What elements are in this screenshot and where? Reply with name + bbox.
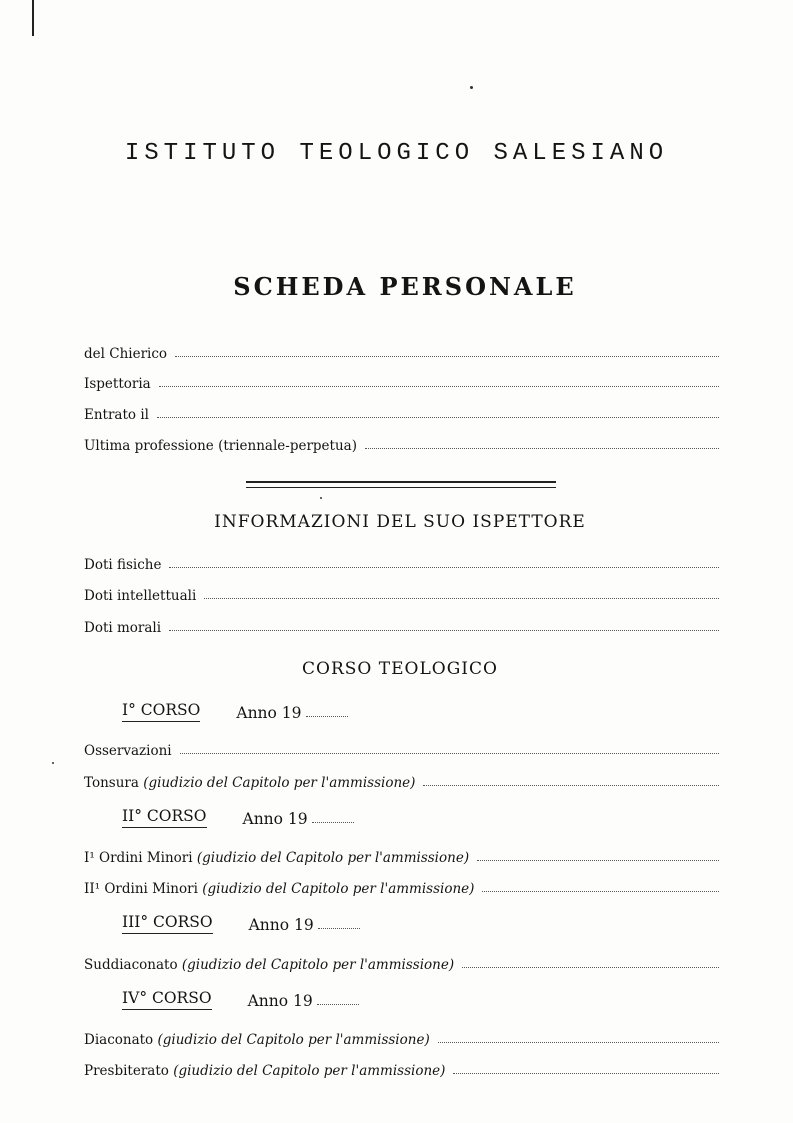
- course-name: III° CORSO: [122, 913, 213, 934]
- dotted-fill-line[interactable]: [204, 597, 719, 599]
- dotted-fill-line[interactable]: [438, 1041, 719, 1043]
- field-label: Osservazioni: [84, 743, 172, 759]
- course-1-header: [122, 700, 348, 722]
- field-label: Doti fisiche: [84, 557, 162, 573]
- field-label: I¹ Ordini Minori (giudizio del Capitolo per l'ammissione): [84, 850, 470, 866]
- dotted-fill-line[interactable]: [175, 355, 719, 357]
- scan-speck: [52, 762, 54, 764]
- field-entrato: [84, 401, 719, 423]
- dotted-fill-line[interactable]: [157, 416, 719, 418]
- field-label: Suddiaconato (giudizio del Capitolo per l'ammissione): [84, 957, 455, 973]
- field-label: Diaconato (giudizio del Capitolo per l'ammissione): [84, 1032, 430, 1048]
- field-presbiterato: [84, 1057, 719, 1079]
- field-note: (giudizio del Capitolo per l'ammissione): [143, 775, 416, 791]
- dotted-fill-line[interactable]: [169, 566, 719, 568]
- course-name: I° CORSO: [122, 701, 200, 722]
- form-title: SCHEDA PERSONALE: [233, 272, 577, 301]
- course-2-header: [122, 806, 354, 828]
- field-tonsura: [84, 769, 719, 791]
- year-fill-line[interactable]: [318, 928, 360, 929]
- dotted-fill-line[interactable]: [477, 859, 719, 861]
- field-label: Presbiterato (giudizio del Capitolo per l'ammissione): [84, 1063, 446, 1079]
- field-doti-intellettuali: [84, 582, 719, 604]
- course-4-header: [122, 988, 359, 1010]
- dotted-fill-line[interactable]: [462, 966, 719, 968]
- year-fill-line[interactable]: [312, 822, 354, 823]
- inspector-section-title: INFORMAZIONI DEL SUO ISPETTORE: [214, 512, 586, 532]
- year-fill-line[interactable]: [317, 1004, 359, 1005]
- field-note: (giudizio del Capitolo per l'ammissione): [181, 957, 455, 973]
- course-section-title: CORSO TEOLOGICO: [302, 659, 498, 679]
- field-note: (giudizio del Capitolo per l'ammissione): [157, 1032, 430, 1048]
- field-ordini-minori-2: [84, 875, 719, 897]
- field-label: Tonsura (giudizio del Capitolo per l'ammissione): [84, 775, 416, 791]
- dotted-fill-line[interactable]: [180, 752, 719, 754]
- field-note: (giudizio del Capitolo per l'ammissione): [196, 850, 470, 866]
- dotted-fill-line[interactable]: [423, 784, 719, 786]
- field-osservazioni: [84, 737, 719, 759]
- dotted-fill-line[interactable]: [159, 385, 719, 387]
- field-label: Ultima professione (triennale-perpetua): [84, 438, 357, 454]
- scan-speck: [470, 86, 473, 89]
- field-ordini-minori-1: [84, 844, 719, 866]
- field-label: II¹ Ordini Minori (giudizio del Capitolo per l'ammissione): [84, 881, 475, 897]
- field-doti-fisiche: [84, 551, 719, 573]
- field-doti-morali: [84, 614, 719, 636]
- field-note: (giudizio del Capitolo per l'ammissione): [173, 1063, 446, 1079]
- course-name: II° CORSO: [122, 807, 207, 828]
- institute-title: ISTITUTO TEOLOGICO SALESIANO: [124, 140, 669, 167]
- course-year-label: Anno 19: [247, 992, 313, 1010]
- field-chierico: [84, 340, 719, 362]
- field-label: del Chierico: [84, 346, 168, 362]
- dotted-fill-line[interactable]: [169, 629, 719, 631]
- field-note: (giudizio del Capitolo per l'ammissione): [202, 881, 475, 897]
- scan-speck: [320, 497, 322, 499]
- dotted-fill-line[interactable]: [482, 890, 719, 892]
- field-label: Doti morali: [84, 620, 162, 636]
- field-ultima-professione: [84, 432, 719, 454]
- field-label: Doti intellettuali: [84, 588, 197, 604]
- field-suddiaconato: [84, 951, 719, 973]
- field-label: Entrato il: [84, 407, 149, 423]
- dotted-fill-line[interactable]: [365, 447, 719, 449]
- dotted-fill-line[interactable]: [453, 1072, 719, 1074]
- course-year-label: Anno 19: [248, 916, 314, 934]
- year-fill-line[interactable]: [306, 716, 348, 717]
- section-divider: [246, 481, 556, 488]
- field-diaconato: [84, 1026, 719, 1048]
- scan-edge-mark: [32, 0, 34, 36]
- course-year-label: Anno 19: [242, 810, 308, 828]
- course-name: IV° CORSO: [122, 989, 212, 1010]
- course-year-label: Anno 19: [236, 704, 302, 722]
- field-ispettoria: [84, 370, 719, 392]
- course-3-header: [122, 912, 360, 934]
- field-label: Ispettoria: [84, 376, 151, 392]
